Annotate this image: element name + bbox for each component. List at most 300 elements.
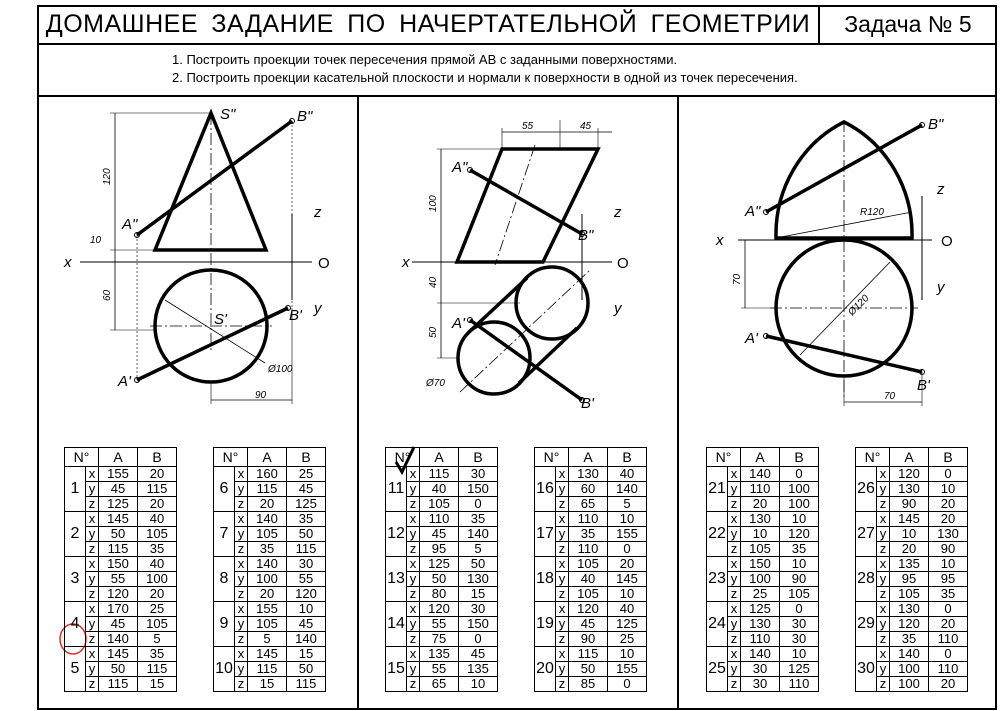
coord-a: 40: [420, 482, 459, 497]
coord-a: 35: [248, 542, 287, 557]
dim-90: 90: [255, 390, 267, 401]
th-a: A: [741, 448, 780, 467]
coord-b: 30: [780, 632, 819, 647]
coord-a: 120: [99, 587, 138, 602]
coord-a: 55: [420, 662, 459, 677]
axis-label: z: [407, 542, 420, 557]
variant-number: 13: [386, 557, 407, 602]
coord-b: 30: [459, 602, 498, 617]
dim-120: 120: [102, 168, 113, 185]
variant-number: 22: [707, 512, 728, 557]
coord-a: 115: [99, 542, 138, 557]
coord-a: 95: [420, 542, 459, 557]
coord-a: 45: [420, 527, 459, 542]
panel-sphere: [738, 120, 932, 406]
coord-a: 75: [420, 632, 459, 647]
axis-label: z: [235, 632, 248, 647]
coord-b: 100: [780, 482, 819, 497]
axis-label: z: [877, 677, 890, 692]
axis-label: y: [86, 482, 99, 497]
coord-a: 10: [741, 527, 780, 542]
axis-label: y: [235, 482, 248, 497]
label-y-2: y: [614, 300, 622, 317]
label-z: z: [314, 204, 322, 221]
axis-label: y: [728, 482, 741, 497]
table-row: [707, 647, 819, 662]
coord-b: 25: [287, 467, 326, 482]
dim-r120: R120: [860, 207, 884, 218]
coord-b: 5: [608, 497, 647, 512]
label-b2-2: B": [578, 227, 594, 244]
coord-b: 140: [608, 482, 647, 497]
coord-b: 110: [780, 677, 819, 692]
coord-b: 40: [608, 602, 647, 617]
coord-b: 10: [780, 557, 819, 572]
table-row: [214, 602, 326, 617]
instruction-2: 2. Построить проекции касательной плоскости и нормали к поверхности в одной из точек пересечения.: [172, 70, 798, 85]
axis-label: z: [556, 587, 569, 602]
label-o: O: [318, 255, 330, 272]
variant-table: [385, 447, 498, 692]
variant-number: 16: [535, 467, 556, 512]
coord-b: 90: [780, 572, 819, 587]
th-b: B: [138, 448, 177, 467]
dim-50: 50: [428, 326, 439, 338]
th-no: N°: [535, 448, 569, 467]
coord-a: 50: [569, 662, 608, 677]
axis-label: z: [86, 632, 99, 647]
label-a1: A': [118, 373, 131, 390]
task-number: Задача № 5: [844, 11, 972, 37]
coord-b: 10: [929, 482, 968, 497]
coord-b: 140: [287, 632, 326, 647]
axis-label: x: [877, 602, 890, 617]
coord-b: 10: [929, 557, 968, 572]
variant-number: 25: [707, 647, 728, 692]
th-b: B: [459, 448, 498, 467]
coord-a: 145: [248, 647, 287, 662]
table-row: [65, 512, 177, 527]
coord-a: 140: [741, 467, 780, 482]
variant-number: 10: [214, 647, 235, 692]
axis-label: y: [86, 617, 99, 632]
coord-b: 155: [608, 527, 647, 542]
coord-b: 0: [608, 542, 647, 557]
label-y: y: [314, 300, 322, 317]
coord-a: 125: [741, 602, 780, 617]
coord-a: 25: [741, 587, 780, 602]
axis-label: x: [407, 602, 420, 617]
coord-b: 55: [287, 572, 326, 587]
axis-label: y: [86, 527, 99, 542]
coord-b: 155: [608, 662, 647, 677]
coord-a: 105: [420, 497, 459, 512]
axis-label: y: [556, 482, 569, 497]
coord-b: 45: [459, 647, 498, 662]
axis-label: z: [728, 632, 741, 647]
th-no: N°: [707, 448, 741, 467]
coord-b: 125: [287, 497, 326, 512]
label-b2: B": [297, 108, 313, 125]
coord-a: 20: [248, 587, 287, 602]
axis-label: x: [877, 647, 890, 662]
axis-label: z: [877, 542, 890, 557]
axis-label: z: [86, 497, 99, 512]
coord-b: 100: [780, 497, 819, 512]
coord-a: 50: [420, 572, 459, 587]
coord-a: 100: [741, 572, 780, 587]
table-row: [214, 512, 326, 527]
axis-label: y: [556, 662, 569, 677]
coord-a: 120: [420, 602, 459, 617]
dim-dia120: Ø120: [846, 293, 872, 319]
th-a: A: [569, 448, 608, 467]
variant-number: 19: [535, 602, 556, 647]
coord-a: 135: [890, 557, 929, 572]
label-o-3: O: [941, 233, 953, 250]
axis-label: y: [235, 662, 248, 677]
table-row: [214, 467, 326, 482]
coord-b: 35: [138, 647, 177, 662]
coord-a: 105: [890, 587, 929, 602]
label-y-3: y: [937, 279, 945, 296]
coord-a: 130: [741, 512, 780, 527]
axis-label: x: [407, 557, 420, 572]
coord-a: 95: [890, 572, 929, 587]
coord-a: 45: [99, 482, 138, 497]
table-row: [856, 602, 968, 617]
coord-b: 115: [138, 482, 177, 497]
axis-label: z: [728, 542, 741, 557]
variant-number: 27: [856, 512, 877, 557]
axis-label: z: [728, 677, 741, 692]
axis-label: x: [728, 557, 741, 572]
axis-label: x: [556, 467, 569, 482]
axis-label: y: [86, 572, 99, 587]
axis-label: x: [728, 602, 741, 617]
variant-table: [64, 447, 177, 692]
coord-b: 120: [780, 527, 819, 542]
coord-a: 140: [248, 557, 287, 572]
variant-table: [855, 447, 968, 692]
table-row: [214, 557, 326, 572]
axis-label: z: [877, 632, 890, 647]
coord-b: 105: [780, 587, 819, 602]
coord-a: 130: [890, 482, 929, 497]
coord-a: 65: [420, 677, 459, 692]
dim-100: 100: [428, 195, 439, 212]
dim-60: 60: [102, 289, 113, 301]
coord-b: 100: [138, 572, 177, 587]
axis-label: z: [556, 497, 569, 512]
dim-10: 10: [90, 235, 102, 246]
variant-number: 28: [856, 557, 877, 602]
axis-label: x: [86, 512, 99, 527]
coord-b: 20: [929, 497, 968, 512]
axis-label: y: [877, 662, 890, 677]
coord-a: 40: [569, 572, 608, 587]
axis-label: x: [728, 512, 741, 527]
coord-b: 50: [459, 557, 498, 572]
axis-label: x: [235, 557, 248, 572]
coord-b: 30: [780, 617, 819, 632]
coord-b: 20: [929, 617, 968, 632]
axis-label: x: [235, 602, 248, 617]
th-b: B: [780, 448, 819, 467]
variant-number: 20: [535, 647, 556, 692]
sheet-title: ДОМАШНЕЕ ЗАДАНИЕ ПО НАЧЕРТАТЕЛЬНОЙ ГЕОМЕТРИИ: [45, 10, 811, 38]
coord-a: 105: [248, 527, 287, 542]
table-row: [707, 512, 819, 527]
coord-a: 45: [569, 617, 608, 632]
coord-b: 140: [459, 527, 498, 542]
coord-a: 105: [569, 557, 608, 572]
axis-label: x: [877, 467, 890, 482]
axis-label: y: [235, 572, 248, 587]
coord-a: 105: [248, 617, 287, 632]
th-b: B: [287, 448, 326, 467]
coord-a: 30: [741, 677, 780, 692]
axis-label: z: [407, 677, 420, 692]
table-row: [386, 602, 498, 617]
dim-70-b: 70: [884, 391, 896, 402]
coord-b: 5: [459, 542, 498, 557]
coord-b: 45: [287, 617, 326, 632]
coord-b: 25: [138, 602, 177, 617]
axis-label: z: [877, 497, 890, 512]
coord-b: 35: [138, 542, 177, 557]
coord-b: 120: [287, 587, 326, 602]
coord-a: 120: [890, 617, 929, 632]
coord-b: 135: [459, 662, 498, 677]
axis-label: y: [877, 572, 890, 587]
coord-a: 105: [569, 587, 608, 602]
axis-label: x: [728, 647, 741, 662]
coord-b: 110: [929, 662, 968, 677]
label-x-2: x: [402, 254, 410, 271]
coord-b: 40: [138, 557, 177, 572]
th-a: A: [99, 448, 138, 467]
coord-a: 80: [420, 587, 459, 602]
coord-a: 115: [420, 467, 459, 482]
table-row: [65, 647, 177, 662]
coord-b: 130: [929, 527, 968, 542]
coord-a: 110: [420, 512, 459, 527]
axis-label: y: [235, 527, 248, 542]
variant-number: 7: [214, 512, 235, 557]
coord-b: 0: [929, 467, 968, 482]
coord-a: 115: [99, 677, 138, 692]
coord-a: 120: [890, 467, 929, 482]
table-row: [214, 647, 326, 662]
label-a2-2: A": [452, 159, 468, 176]
axis-label: y: [407, 572, 420, 587]
coord-a: 110: [741, 632, 780, 647]
coord-b: 5: [138, 632, 177, 647]
coord-b: 0: [780, 467, 819, 482]
variant-table: [706, 447, 819, 692]
coord-a: 85: [569, 677, 608, 692]
coord-a: 10: [890, 527, 929, 542]
line-ab-top-2: [470, 320, 582, 400]
axis-label: x: [407, 467, 420, 482]
variant-number: 29: [856, 602, 877, 647]
axis-label: y: [728, 662, 741, 677]
coord-a: 145: [890, 512, 929, 527]
axis-label: y: [877, 617, 890, 632]
variant-number: 2: [65, 512, 86, 557]
coord-a: 90: [890, 497, 929, 512]
coord-a: 50: [99, 662, 138, 677]
axis-label: z: [235, 497, 248, 512]
th-a: A: [248, 448, 287, 467]
coord-b: 10: [608, 587, 647, 602]
axis-label: x: [235, 512, 248, 527]
coord-a: 55: [420, 617, 459, 632]
variant-number: 1: [65, 467, 86, 512]
label-b1-2: B': [581, 395, 594, 412]
coord-a: 105: [741, 542, 780, 557]
coord-b: 10: [459, 677, 498, 692]
label-a1-3: A': [745, 330, 758, 347]
coord-b: 10: [608, 512, 647, 527]
variant-number: 15: [386, 647, 407, 692]
table-row: [707, 467, 819, 482]
coord-b: 115: [287, 542, 326, 557]
axis-label: y: [877, 527, 890, 542]
axis-label: y: [407, 527, 420, 542]
coord-a: 135: [420, 647, 459, 662]
panel-cylinder: [412, 120, 612, 403]
label-b2-3: B": [928, 116, 944, 133]
variant-number: 11: [386, 467, 407, 512]
coord-b: 35: [780, 542, 819, 557]
coord-a: 110: [569, 512, 608, 527]
th-a: A: [890, 448, 929, 467]
table-row: [856, 557, 968, 572]
th-b: B: [608, 448, 647, 467]
variant-number: 5: [65, 647, 86, 692]
axis-label: y: [407, 662, 420, 677]
axis-label: z: [556, 542, 569, 557]
axis-label: x: [86, 602, 99, 617]
coord-a: 130: [569, 467, 608, 482]
coord-a: 150: [741, 557, 780, 572]
axis-label: x: [877, 512, 890, 527]
coord-a: 110: [569, 542, 608, 557]
coord-b: 145: [608, 572, 647, 587]
coord-b: 50: [287, 662, 326, 677]
axis-label: z: [556, 677, 569, 692]
coord-a: 30: [741, 662, 780, 677]
coord-a: 120: [569, 602, 608, 617]
axis-label: z: [86, 677, 99, 692]
table-row: [386, 512, 498, 527]
axis-label: x: [877, 557, 890, 572]
coord-a: 100: [248, 572, 287, 587]
coord-b: 20: [138, 467, 177, 482]
th-no: N°: [65, 448, 99, 467]
label-a1-2: A': [452, 315, 465, 332]
coord-a: 115: [248, 482, 287, 497]
table-row: [535, 647, 647, 662]
axis-label: y: [407, 482, 420, 497]
variant-number: 3: [65, 557, 86, 602]
coord-a: 50: [99, 527, 138, 542]
coord-b: 90: [929, 542, 968, 557]
coord-b: 25: [608, 632, 647, 647]
axis-label: y: [728, 572, 741, 587]
table-row: [707, 557, 819, 572]
line-ab-front-2: [470, 170, 582, 234]
coord-a: 20: [741, 497, 780, 512]
variant-number: 4: [65, 602, 86, 647]
axis-label: z: [407, 587, 420, 602]
coord-a: 130: [741, 617, 780, 632]
th-no: N°: [386, 448, 420, 467]
variant-number: 12: [386, 512, 407, 557]
coord-b: 35: [287, 512, 326, 527]
coord-b: 20: [608, 557, 647, 572]
dim-dia70: Ø70: [426, 378, 445, 389]
line-ab-front-3: [766, 125, 922, 212]
variant-number: 14: [386, 602, 407, 647]
table-row: [65, 557, 177, 572]
label-o-2: O: [617, 255, 629, 272]
label-x-3: x: [716, 232, 724, 249]
coord-a: 35: [569, 527, 608, 542]
table-row: [65, 467, 177, 482]
table-row: [856, 647, 968, 662]
axis-label: z: [407, 497, 420, 512]
coord-b: 0: [459, 632, 498, 647]
variant-number: 18: [535, 557, 556, 602]
label-s2: S": [220, 106, 236, 123]
table-row: [386, 467, 498, 482]
axis-label: x: [556, 647, 569, 662]
coord-b: 10: [780, 647, 819, 662]
coord-a: 125: [99, 497, 138, 512]
coord-a: 145: [99, 647, 138, 662]
cylinder-front-view: [457, 149, 598, 262]
table-row: [707, 602, 819, 617]
coord-a: 55: [99, 572, 138, 587]
variant-number: 24: [707, 602, 728, 647]
table-row: [535, 602, 647, 617]
coord-b: 20: [138, 497, 177, 512]
coord-b: 115: [287, 677, 326, 692]
variant-number: 30: [856, 647, 877, 692]
coord-b: 35: [929, 587, 968, 602]
axis-label: x: [556, 557, 569, 572]
coord-b: 10: [608, 647, 647, 662]
table-row: [65, 602, 177, 617]
axis-label: y: [728, 617, 741, 632]
dim-55: 55: [522, 121, 534, 132]
axis-label: x: [86, 467, 99, 482]
coord-a: 65: [569, 497, 608, 512]
coord-b: 20: [138, 587, 177, 602]
coord-a: 140: [99, 632, 138, 647]
coord-b: 105: [138, 617, 177, 632]
axis-label: y: [556, 572, 569, 587]
line-ab-front: [137, 121, 292, 235]
coord-b: 0: [929, 602, 968, 617]
coord-b: 0: [929, 647, 968, 662]
coord-b: 40: [608, 467, 647, 482]
coord-a: 35: [890, 632, 929, 647]
axis-label: z: [556, 632, 569, 647]
